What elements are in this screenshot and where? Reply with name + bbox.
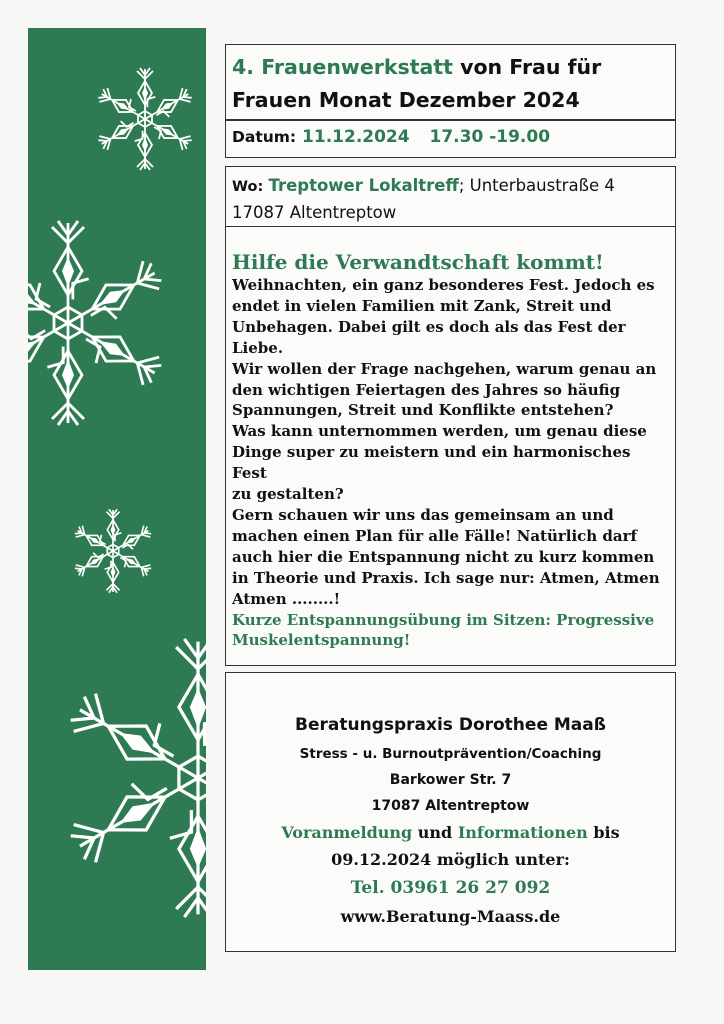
description-line: auch hier die Entspannung nicht zu kurz kommen <box>232 547 655 566</box>
registration-line: Voranmeldung und Informationen bis <box>281 823 620 842</box>
description-line: machen einen Plan für alle Fälle! Natürlich darf <box>232 526 637 545</box>
location-box <box>225 166 676 228</box>
event-date: 11.12.2024 <box>302 127 410 147</box>
practice-name: Beratungspraxis Dorothee Maaß <box>295 715 606 735</box>
date-box <box>225 120 676 158</box>
postal-address: 17087 Altentreptow <box>232 203 397 222</box>
date-label: Datum: <box>232 128 297 146</box>
event-title-line-1: 4. Frauenwerkstatt von Frau für <box>232 55 602 79</box>
exercise-note: Kurze Entspannungsübung im Sitzen: Progressive <box>232 610 655 629</box>
description-line: Gern schauen wir uns das gemeinsam an und <box>232 505 614 524</box>
event-title-line-2: Frauen Monat Dezember 2024 <box>232 88 580 112</box>
website-link[interactable]: www.Beratung-Maass.de <box>340 907 561 926</box>
description-line: Atmen ........! <box>232 589 341 608</box>
description-heading: Hilfe die Verwandtschaft kommt! <box>232 250 604 274</box>
location-line-1 <box>232 173 669 200</box>
description-line: endet in vielen Familien mit Zank, Streit und <box>232 296 612 315</box>
event-time: 17.30 -19.00 <box>429 127 551 147</box>
snowflake-icon <box>68 506 158 596</box>
registration-deadline: 09.12.2024 möglich unter: <box>331 850 570 869</box>
description-line: Weihnachten, ein ganz besonderes Fest. Jedoch es <box>232 276 655 294</box>
description-line: Unbehagen. Dabei gilt es doch als das Fest der <box>232 317 626 336</box>
location-label: Wo: <box>232 179 264 195</box>
description-line: Spannungen, Streit und Konflikte entstehen? <box>232 401 614 420</box>
practice-service: Stress - u. Burnoutprävention/Coaching <box>299 746 602 762</box>
description-line: den wichtigen Feiertagen des Jahres so häufig <box>232 380 621 399</box>
exercise-note: Muskelentspannung! <box>232 631 411 650</box>
description-line: Wir wollen der Frage nachgehen, warum genau an <box>232 359 657 378</box>
snowflake-icon <box>90 64 200 174</box>
description-line: Liebe. <box>232 338 284 357</box>
contact-box <box>225 672 676 952</box>
location-name: Treptower Lokaltreff <box>268 176 459 195</box>
phone-number[interactable]: Tel. 03961 26 27 092 <box>350 878 551 898</box>
practice-city: 17087 Altentreptow <box>371 798 530 814</box>
description-box <box>225 226 676 666</box>
description-line: Was kann unternommen werden, um genau diese <box>232 422 647 441</box>
description-line: in Theorie und Praxis. Ich sage nur: Atmen, Atmen <box>232 568 660 587</box>
street-address: ; Unterbaustraße 4 <box>458 176 615 195</box>
decorative-sidebar <box>28 28 206 970</box>
description-line: zu gestalten? <box>232 485 344 504</box>
practice-street: Barkower Str. 7 <box>389 772 512 788</box>
description-line: Dinge super zu meistern und ein harmonisches Fest <box>232 443 631 483</box>
snowflake-icon <box>48 628 206 928</box>
snowflake-icon <box>28 213 178 433</box>
event-title-box <box>225 44 676 120</box>
